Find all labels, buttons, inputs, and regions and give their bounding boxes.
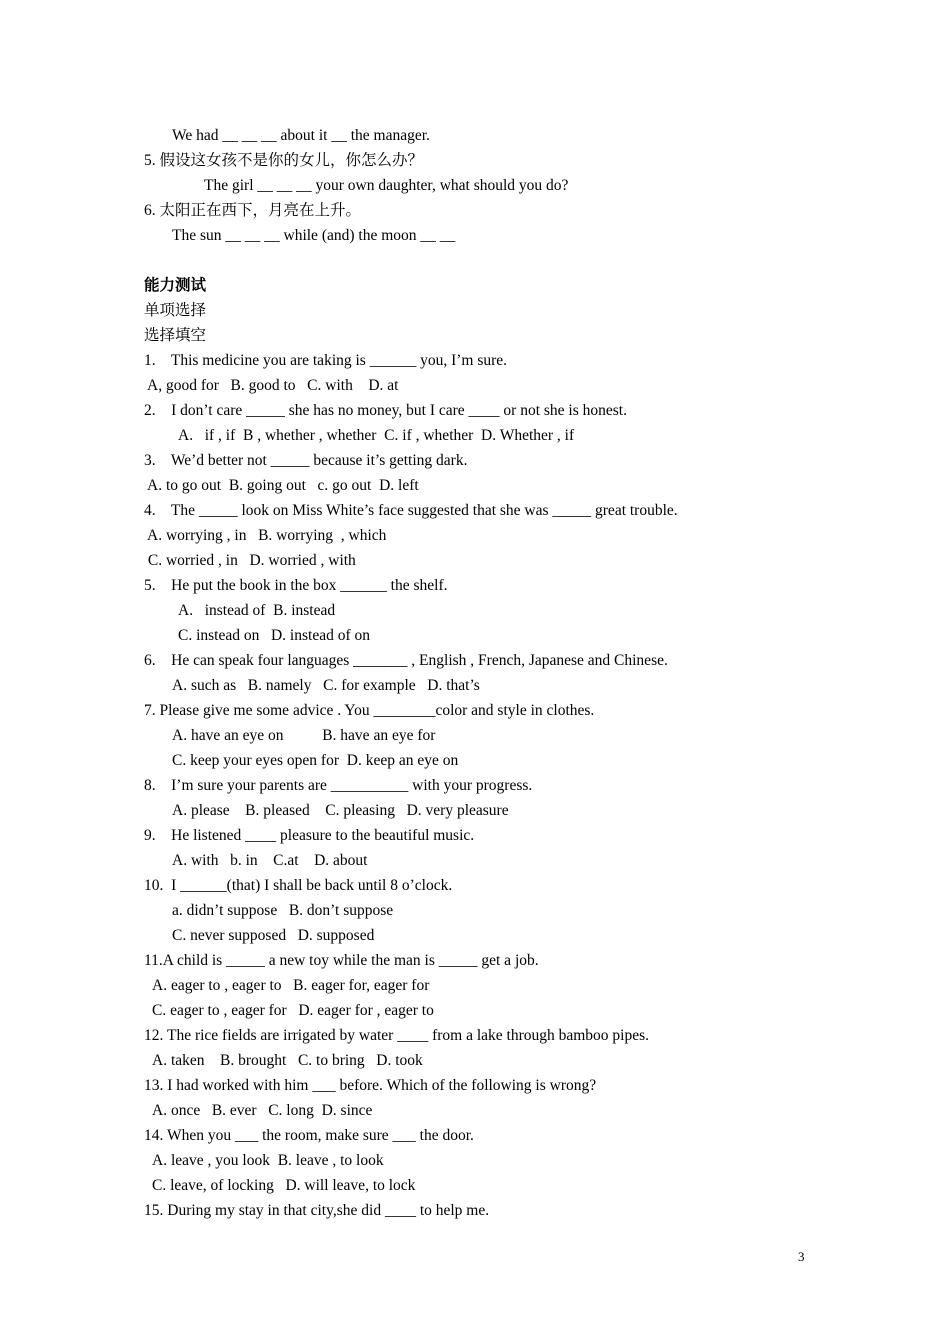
question-13-options: A. once B. ever C. long D. since	[152, 1102, 373, 1119]
question-11-options: A. eager to , eager to B. eager for, eager for	[152, 977, 430, 994]
exercise-line: We had __ __ __ about it __ the manager.	[172, 127, 430, 144]
question-2: 2. I don’t care _____ she has no money, but I care ____ or not she is honest.	[144, 402, 627, 419]
page-number: 3	[798, 1249, 805, 1264]
question-10: 10. I ______(that) I shall be back until 8 o’clock.	[144, 877, 453, 894]
question-6: 6. He can speak four languages _______ , English , French, Japanese and Chinese.	[144, 652, 668, 669]
question-9: 9. He listened ____ pleasure to the beautiful music.	[144, 827, 475, 844]
question-11-options: C. eager to , eager for D. eager for , eager to	[152, 1002, 434, 1019]
question-4: 4. The _____ look on Miss White’s face suggested that she was _____ great trouble.	[144, 502, 678, 519]
question-14-options: C. leave, of locking D. will leave, to lock	[152, 1177, 416, 1194]
question-14-options: A. leave , you look B. leave , to look	[152, 1152, 384, 1169]
question-7-options: A. have an eye on B. have an eye for	[172, 727, 436, 744]
question-10-options: a. didn’t suppose B. don’t suppose	[172, 902, 394, 919]
question-9-options: A. with b. in C.at D. about	[172, 852, 368, 869]
question-13: 13. I had worked with him ___ before. Which of the following is wrong?	[144, 1077, 597, 1094]
exercise-item-5-chinese: 5. 假设这女孩不是你的女儿，你怎么办？	[144, 152, 424, 169]
exercise-item-6-chinese: 6. 太阳正在西下，月亮在上升。	[144, 202, 362, 219]
section-subheading: 单项选择	[144, 302, 207, 319]
question-14: 14. When you ___ the room, make sure ___ the door.	[144, 1127, 474, 1144]
section-subheading: 选择填空	[144, 327, 207, 344]
question-8: 8. I’m sure your parents are __________ with your progress.	[144, 777, 533, 794]
question-5: 5. He put the book in the box ______ the shelf.	[144, 577, 448, 594]
question-8-options: A. please B. pleased C. pleasing D. very pleasure	[172, 802, 509, 819]
question-1: 1. This medicine you are taking is ______ you, I’m sure.	[144, 352, 508, 369]
question-3: 3. We’d better not _____ because it’s getting dark.	[144, 452, 468, 469]
question-15: 15. During my stay in that city,she did ____ to help me.	[144, 1202, 490, 1219]
question-6-options: A. such as B. namely C. for example D. that’s	[172, 677, 480, 694]
question-4-options: A. worrying , in B. worrying , which	[144, 527, 387, 544]
exercise-item-5-english: The girl __ __ __ your own daughter, what should you do?	[204, 177, 569, 194]
question-7-options: C. keep your eyes open for D. keep an eye on	[172, 752, 459, 769]
question-3-options: A. to go out B. going out c. go out D. left	[144, 477, 419, 494]
question-4-options: C. worried , in D. worried , with	[144, 552, 356, 569]
question-12: 12. The rice fields are irrigated by water ____ from a lake through bamboo pipes.	[144, 1027, 650, 1044]
question-11: 11.A child is _____ a new toy while the man is _____ get a job.	[144, 952, 539, 969]
exercise-item-6-english: The sun __ __ __ while (and) the moon __ __	[172, 227, 456, 244]
question-10-options: C. never supposed D. supposed	[172, 927, 375, 944]
question-1-options: A, good for B. good to C. with D. at	[144, 377, 399, 394]
question-7: 7. Please give me some advice . You ________color and style in clothes.	[144, 702, 595, 719]
question-5-options: C. instead on D. instead of on	[178, 627, 371, 644]
question-12-options: A. taken B. brought C. to bring D. took	[152, 1052, 423, 1069]
question-5-options: A. instead of B. instead	[178, 602, 336, 619]
section-heading: 能力测试	[144, 277, 207, 294]
question-2-options: A. if , if B , whether , whether C. if , whether D. Whether , if	[178, 427, 575, 444]
